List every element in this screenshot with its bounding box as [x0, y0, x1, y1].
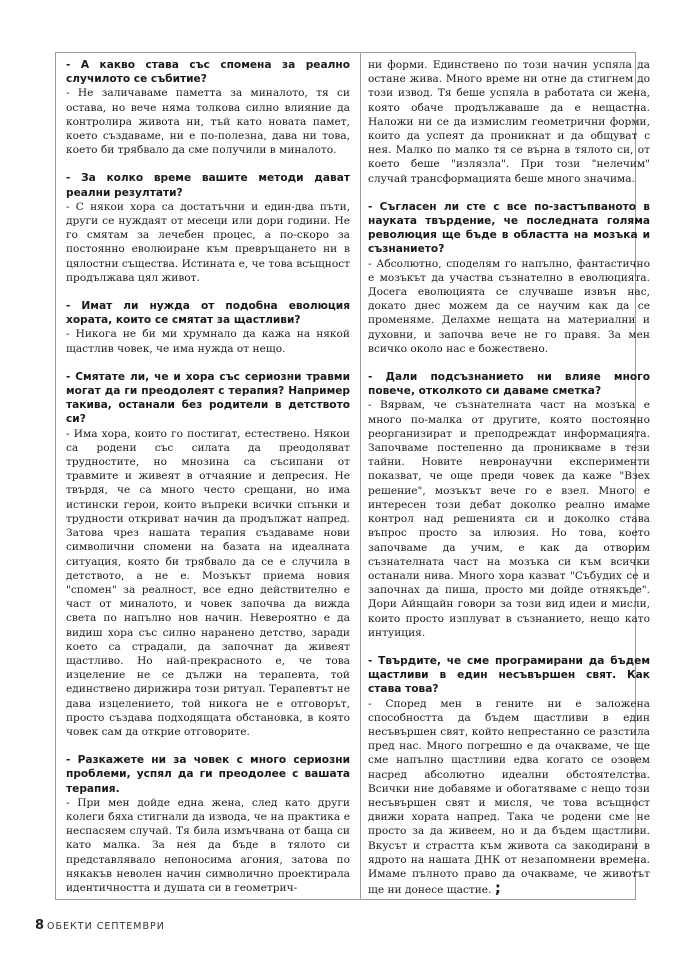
- answer-text: - Според мен в гените ни е заложена способността да бъдем щастливи в един несъвършен свят, който непрестанно се разстила пред нас. Много погрешно е да очакваме, че ще сме напълно щастливи едва когато се озовем насред абсолютно идеални обстоятелства. Всички ние добавяме и обогатяваме с нещо този несъвършен свят и мисля, че това всъщност движи хората напред. Така че родени сме не просто за да живеем, но и да бъдем щастливи. Вкусът и страстта към живота са закодирани в ядрото на нашата ДНК от незапомнени времена. Имаме пълното право да очакваме, че животът ще ни донесе щастие.: [368, 697, 650, 897]
- answer: - Не заличаваме паметта за миналото, тя си остава, но вече няма толкова силно влияние да контролира живота ни, тъй като новата памет, което създаваме, ни е по-полезна, дава ни това, което би трябвало да сме получили в миналото.: [66, 87, 350, 157]
- question: - Разкажете ни за човек с много сериозни проблеми, успял да ги преодолее с вашата терапия.: [66, 754, 350, 795]
- question: - Дали подсъзнанието ни влияе много повече, отколкото си даваме сметка?: [368, 371, 650, 398]
- qa-block: [66, 370, 350, 739]
- column-divider: [360, 52, 361, 900]
- question: - Съгласен ли сте с все по-застъпваното в науката твърдение, че последната голяма революция ще бъде в областта на мозъка и съзнанието?: [368, 200, 650, 256]
- answer: ни форми. Единствено по този начин успяла да остане жива. Много време ни отне да стигнем до този извод. Тя беше успяла в работата си жена, която обаче продължаваше да е нещастна. Наложи ни се да измислим геометрични форми, които да успеят да проникнат и да общуват с нея. Малко по малко тя се върна в тялото си, от което беше "излязла". При този "нелечим" случай трансформацията беше много значима.: [368, 59, 650, 185]
- question: - Твърдите, че сме програмирани да бъдем щастливи в един несъвършен свят. Как става това?: [368, 654, 650, 696]
- end-mark: ;: [494, 879, 501, 898]
- qa-block: [368, 654, 650, 897]
- qa-block: [66, 299, 350, 356]
- answer: - Абсолютно, споделям го напълно, фантастично е мозъкът да участва съзнателно в еволюцията. Досега еволюцията се случваше извън нас, докато днес можем да се научим как да се променяме. Делахме нещата на материални и духовни, и започва вече не го правя. За мен всичко около нас е божествено.: [368, 257, 650, 355]
- page-number: 8: [35, 918, 45, 933]
- answer: - Има хора, които го постигат, естествено. Някои са родени със силата да преодоляват трудностите, но мнозина са съсипани от травмите и живеят в отчаяние и депресия. Не твърдя, че са много често срещани, но има истински герои, които въпреки всички спънки и трудности откриват начин да продължат напред. Затова чрез нашата терапия създаваме нови символични спомени на базата на идеалната ситуация, която би трябвало да се е случила в детството, а не е. Мозъкът приема новия "спомен" за реалност, все едно действително е част от миналото, и човек започва да вижда света по напълно нов начин. Невероятно е да видиш хора със силно наранено детство, заради което са страдали, да започнат да живеят щастливо. Но най-прекрасното е, че това изцеление не се дължи на терапевта, той единствено дирижира този ритуал. Терапевтът не дава изцелението, той никога не е отговорът, просто създава подходящата обстановка, в която човек сам да открие отговорите.: [66, 427, 350, 738]
- qa-block: [66, 58, 350, 157]
- answer: - С някои хора са достатъчни и един-два пъти, други се нуждаят от месеци или дори години. Не го смятам за лечебен процес, а по-скоро за постоянно еволюиране към превръщането ни в цялостни същества. Истината е, че това всъщност продължава цял живот.: [66, 200, 350, 284]
- page-footer: [35, 914, 165, 933]
- question: - За колко време вашите методи дават реални резултати?: [66, 172, 350, 199]
- right-column: [368, 58, 650, 911]
- qa-block: [368, 200, 650, 356]
- qa-block: [368, 370, 650, 640]
- answer: [368, 697, 650, 898]
- qa-block: [66, 171, 350, 285]
- continued-paragraph: [368, 58, 650, 186]
- qa-block: [66, 753, 350, 895]
- question: - Имат ли нужда от подобна еволюция хората, които се смятат за щастливи?: [66, 300, 350, 327]
- answer: - Никога не би ми хрумнало да кажа на някой щастлив човек, че има нужда от нещо.: [66, 328, 350, 355]
- question: - Смятате ли, че и хора със сериозни травми могат да ги преодолеят с терапия? Например такива, останали без родители в детството си?: [66, 370, 350, 426]
- question: - А какво става със спомена за реално случилото се събитие?: [66, 59, 350, 86]
- answer: - При мен дойде една жена, след като други колеги бяха стигнали да извода, че на практика е неспасяем случай. Тя била измъчвана от баща си като малка. За нея да бъде в тялото си представлявало непоносима агония, затова по някакъв неволен начин символично проектирала идентичността и душата си в геометрич-: [66, 796, 350, 894]
- left-column: [66, 58, 350, 909]
- answer: - Вярвам, че съзнателната част на мозъка е много по-малка от другите, която постоянно реорганизират и преподреждат информацията. Започваме постепенно да проникваме в тези тайни. Новите невронаучни експерименти показват, че още преди човек да каже "Взех решение", мозъкът вече го е взел. Много е интересен този дебат доколко реално имаме контрол над решенията си и доколко става въпрос просто за илюзия. Но това, което започваме да учим, е как да отворим съзнателната част на мозъка си към всички останали нива. Много хора казват "Събудих се и започнах да пиша, просто ми дойде отнякъде". Дори Айнщайн говори за този вид идеи и мисли, които просто изплуват в съзнанието, нещо като интуиция.: [368, 399, 650, 639]
- magazine-name: ОБЕКТИ СЕПТЕМВРИ: [47, 921, 165, 932]
